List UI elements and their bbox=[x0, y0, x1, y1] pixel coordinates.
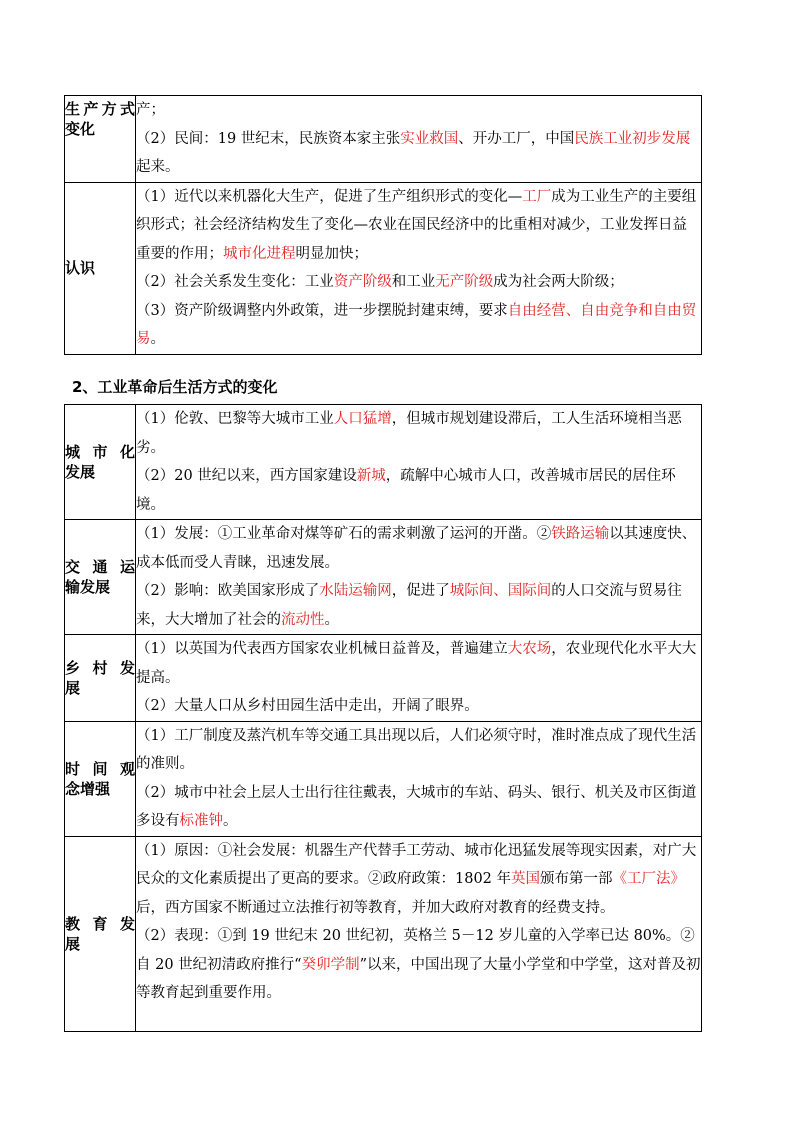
paragraph bbox=[136, 405, 701, 462]
text-run: （2）民间：19 世纪末，民族资本家主张 bbox=[136, 130, 401, 147]
text-run: （1）工厂制度及蒸汽机车等交通工具出现以后，人们必须守时，准时准点成了现代生活的准则。 bbox=[136, 727, 697, 772]
production-table bbox=[64, 95, 702, 355]
highlighted-text: 英国 bbox=[511, 871, 541, 887]
lifestyle-table bbox=[64, 404, 702, 1032]
row-header-line: 交 通 运 bbox=[65, 558, 135, 576]
text-run: 、开办工厂，中国 bbox=[458, 130, 575, 147]
highlighted-text: 实业救国 bbox=[400, 130, 459, 147]
row-header-understanding bbox=[65, 182, 136, 354]
text-run: 颁布第一部 bbox=[540, 871, 613, 887]
highlighted-text: 水陆运输网 bbox=[319, 583, 392, 599]
text-run: （1）以英国为代表西方国家农业机械日益普及，普遍建立 bbox=[136, 641, 508, 657]
text-run: （3）资产阶级调整内外政策，进一步摆脱封建束缚，要求 bbox=[136, 302, 508, 319]
row-header-production-change bbox=[65, 96, 136, 183]
text-run: （2）影响：欧美国家形成了 bbox=[136, 583, 320, 599]
text-run: （1）原因：①社会发展：机器生产代替手工劳动、城市化迅猛发展等现实因素，对广大民众的文化素质提出了更高的要求。②政府政策：1802 年 bbox=[136, 842, 697, 887]
highlighted-text: 大农场 bbox=[507, 641, 552, 657]
paragraph bbox=[136, 520, 701, 577]
highlighted-text: 自由经营、自由竞争和自由贸易 bbox=[136, 302, 697, 347]
paragraph bbox=[136, 125, 701, 182]
text-run: （2）城市中社会上层人士出行往往戴表，大城市的车站、码头、银行、机关及市区街道多设有 bbox=[136, 784, 697, 829]
row-body bbox=[136, 182, 702, 354]
paragraph bbox=[136, 922, 701, 1008]
row-header-urbanization bbox=[65, 405, 136, 520]
highlighted-text: 标准钟 bbox=[179, 813, 223, 829]
text-run: ，疏解中心城市人口，改善城市居民的居住环境。 bbox=[136, 468, 676, 513]
text-run: （2）20 世纪以来，西方国家建设 bbox=[136, 468, 357, 484]
row-header-line: 城 市 化 bbox=[65, 443, 135, 461]
text-run: （2）表现：①到 19 世纪末 20 世纪初，英格兰 5－12 岁儿童的入学率已达 80%。②自 20 世纪初清政府推行“ bbox=[136, 928, 695, 973]
text-run: （1）发展：①工业革命对煤等矿石的需求刺激了运河的开凿。② bbox=[136, 526, 552, 542]
highlighted-text: 工厂 bbox=[522, 188, 552, 205]
text-run: ，农业现代化水平大大提高。 bbox=[136, 641, 697, 686]
highlighted-text: 民族工业初步发展 bbox=[574, 130, 691, 147]
paragraph bbox=[136, 183, 701, 269]
paragraph bbox=[136, 462, 701, 519]
text-run: ，但城市规划建设滞后，工人生活环境相当恶劣。 bbox=[136, 411, 682, 456]
paragraph bbox=[136, 577, 701, 634]
table-row-transport bbox=[65, 520, 702, 635]
text-run: 以其速度快、成本低而受人青睐，迅速发展。 bbox=[136, 526, 697, 571]
highlighted-text: 新城 bbox=[356, 468, 386, 484]
row-header-line: 教 育 发 bbox=[65, 914, 135, 933]
table-row-time-concept bbox=[65, 721, 702, 836]
table-row-urbanization bbox=[65, 405, 702, 520]
highlighted-text: 癸卯学制 bbox=[301, 956, 360, 973]
table-row-rural bbox=[65, 635, 702, 722]
row-body bbox=[136, 836, 702, 1031]
table-row-production-change bbox=[65, 96, 702, 183]
row-header-line: 变化 bbox=[65, 120, 96, 138]
highlighted-text: 流动性 bbox=[281, 611, 325, 628]
paragraph bbox=[136, 635, 701, 692]
text-run: 。 bbox=[150, 331, 165, 347]
paragraph bbox=[136, 96, 701, 125]
row-header-transport bbox=[65, 520, 136, 635]
text-run: （2）大量人口从乡村田园生活中走出，开阔了眼界。 bbox=[136, 698, 479, 714]
text-run: （2）社会关系发生变化：工业 bbox=[136, 274, 334, 290]
paragraph bbox=[136, 837, 701, 923]
row-header-time-concept bbox=[65, 721, 136, 836]
text-run: ”以来，中国出现了大量小学堂和中学堂，这对普及初等教育起到重要作用。 bbox=[136, 956, 701, 1001]
text-run: 的人口交流与贸易往来，大大增加了社会的 bbox=[136, 583, 682, 628]
text-run: （1）近代以来机器化大生产，促进了生产组织形式的变化— bbox=[136, 188, 523, 205]
text-run: 后，西方国家不断通过立法推行初等教育，并加大政府对教育的经费支持。 bbox=[136, 899, 615, 916]
highlighted-text: 城际间、国际间 bbox=[449, 583, 552, 599]
row-header-line: 认识 bbox=[65, 259, 96, 277]
highlighted-text: 《工厂法》 bbox=[612, 871, 686, 887]
paragraph bbox=[136, 722, 701, 779]
text-run: ，促进了 bbox=[391, 583, 450, 599]
row-header-line: 展 bbox=[65, 678, 81, 697]
row-header-line: 发展 bbox=[65, 463, 96, 481]
highlighted-text: 无产阶级 bbox=[435, 274, 494, 290]
table-row-understanding bbox=[65, 182, 702, 354]
row-header-line: 念增强 bbox=[65, 779, 111, 798]
row-body bbox=[136, 520, 702, 635]
text-run: 明显加快； bbox=[295, 245, 368, 262]
text-run: 和工业 bbox=[391, 274, 436, 290]
row-body bbox=[136, 96, 702, 183]
paragraph bbox=[136, 297, 701, 354]
paragraph bbox=[136, 779, 701, 836]
table-row-education bbox=[65, 836, 702, 1031]
highlighted-text: 人口猛增 bbox=[333, 411, 392, 427]
row-body bbox=[136, 405, 702, 520]
row-body bbox=[136, 635, 702, 722]
text-run: 产； bbox=[136, 102, 165, 118]
text-run: 成为社会两大阶级； bbox=[493, 274, 624, 290]
row-header-line: 输发展 bbox=[65, 578, 111, 596]
text-run: 成为工业生产的主要组织形式；社会经济结构发生了变化—农业在国民经济中的比重相对减少，工业发挥日益重要的作用； bbox=[136, 188, 697, 262]
row-header-rural bbox=[65, 635, 136, 722]
row-header-line: 时 间 观 bbox=[65, 759, 135, 778]
text-run: （1）伦敦、巴黎等大城市工业 bbox=[136, 411, 334, 427]
row-body bbox=[136, 721, 702, 836]
highlighted-text: 城市化进程 bbox=[223, 245, 296, 262]
paragraph bbox=[136, 692, 701, 721]
row-header-line: 乡 村 发 bbox=[65, 658, 135, 677]
text-run: 。 bbox=[324, 611, 339, 628]
highlighted-text: 资产阶级 bbox=[333, 274, 392, 290]
text-run: 起来。 bbox=[136, 159, 180, 175]
highlighted-text: 铁路运输 bbox=[551, 526, 610, 542]
section-title: 2、工业革命后生活方式的变化 bbox=[72, 378, 278, 396]
paragraph bbox=[136, 268, 701, 297]
row-header-education bbox=[65, 836, 136, 1031]
row-header-line: 展 bbox=[65, 934, 81, 953]
text-run: 。 bbox=[223, 813, 238, 829]
row-header-line: 生产方式 bbox=[65, 100, 135, 118]
